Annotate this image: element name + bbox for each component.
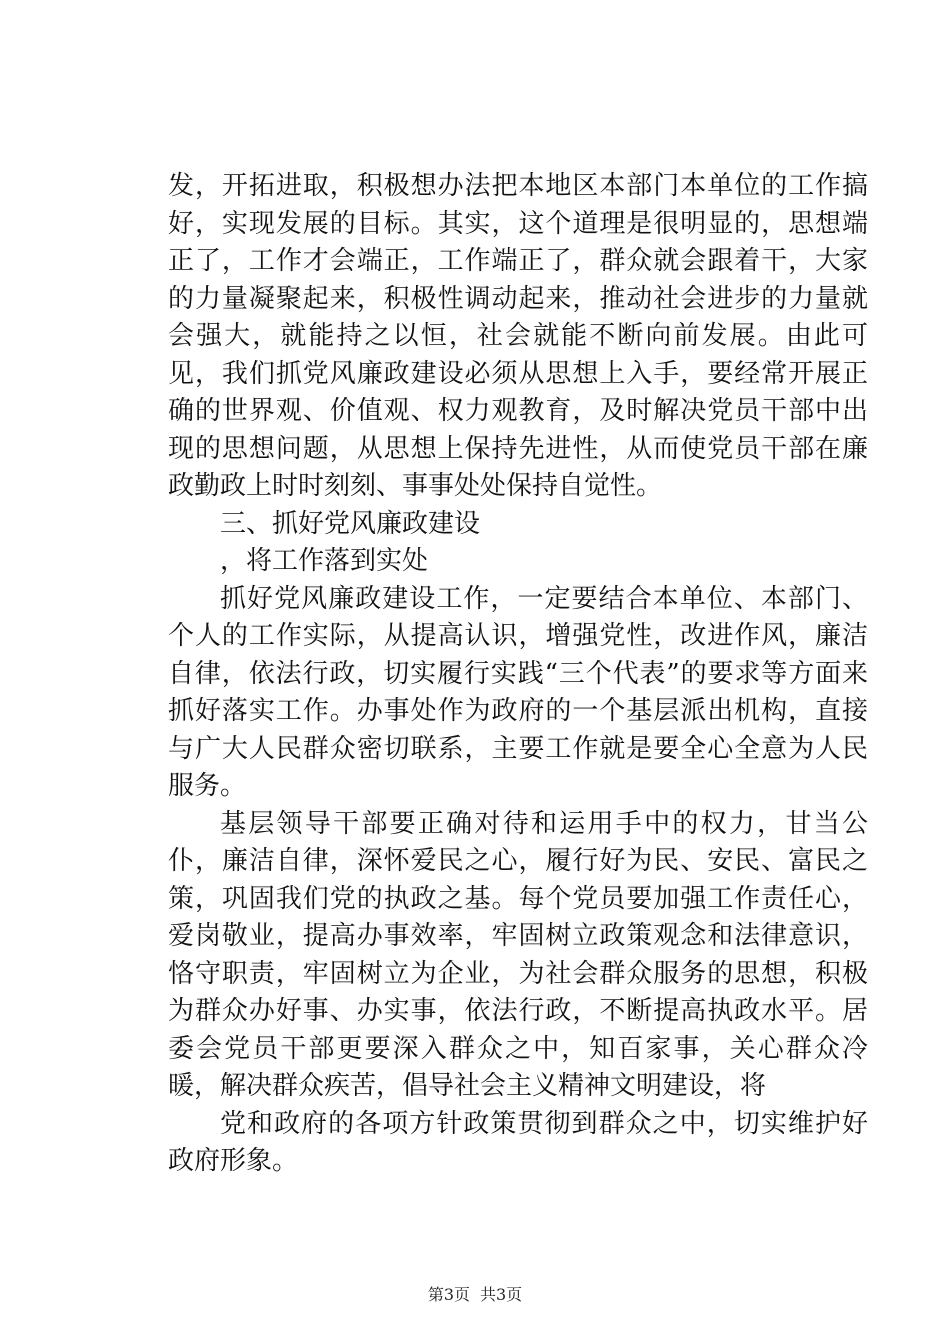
section-heading-continuation: ，将工作落到实处 bbox=[220, 546, 429, 576]
paragraph-3: 基层领导干部要正确对待和运用手中的权力，甘当公仆，廉洁自律，深怀爱民之心，履行好为民、安民、富民之策，巩固我们党的执政之基。每个党员要加强工作责任心，爱岗敬业，提高办事效率，牢固树立政策观念和法律意识，恪守职责，牢固树立为企业，为社会群众服务的思想，积极为群众办好事、办实事，依法行政，不断提高执政水平。居委会党员干部更要深入群众之中，知百家事，关心群众冷暖，解决群众疾苦，倡导社会主义精神文明建设，将 bbox=[168, 808, 868, 1101]
document-body bbox=[168, 168, 868, 1181]
section-heading-3: 三、抓好党风廉政建设 bbox=[220, 508, 481, 539]
page-number: 第3页 bbox=[427, 1285, 470, 1304]
paragraph-4: 党和政府的各项方针政策贯彻到群众之中，切实维护好政府形象。 bbox=[168, 1108, 868, 1176]
paragraph-2: 抓好党风廉政建设工作，一定要结合本单位、本部门、个人的工作实际，从提高认识，增强党性，改进作风，廉洁自律，依法行政，切实履行实践“三个代表”的要求等方面来抓好落实工作。办事处作为政府的一个基层派出机构，直接与广大人民群众密切联系，主要工作就是要全心全意为人民服务。 bbox=[168, 583, 868, 801]
paragraph-1: 发，开拓进取，积极想办法把本地区本部门本单位的工作搞好，实现发展的目标。其实，这个道理是很明显的，思想端正了，工作才会端正，工作端正了，群众就会跟着干，大家的力量凝聚起来，积极性调动起来，推动社会进步的力量就会强大，就能持之以恒，社会就能不断向前发展。由此可见，我们抓党风廉政建设必须从思想上入手，要经常开展正确的世界观、价值观、权力观教育，及时解决党员干部中出现的思想问题，从思想上保持先进性，从而使党员干部在廉政勤政上时时刻刻、事事处处保持自觉性。 bbox=[168, 171, 868, 501]
page-total: 共3页 bbox=[480, 1285, 523, 1304]
page-footer bbox=[0, 1284, 950, 1306]
